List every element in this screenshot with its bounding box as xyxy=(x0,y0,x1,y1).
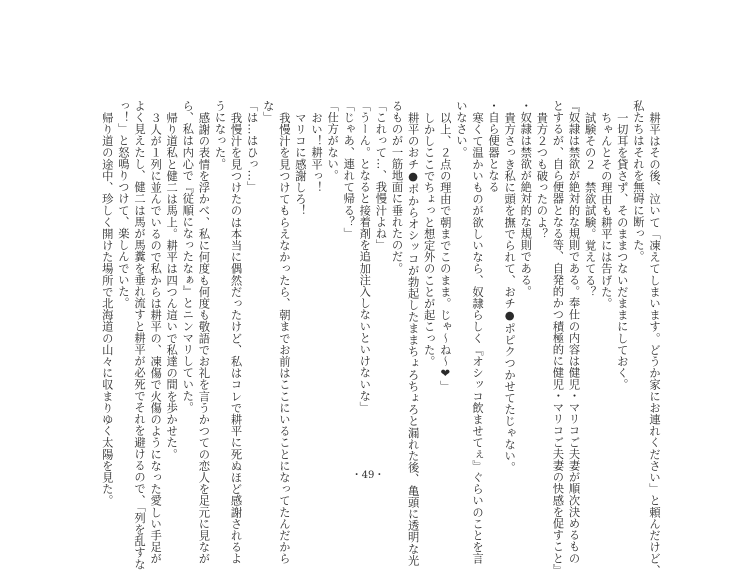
text-line: 耕平のおチ●ポからオシッコが勃起したままちょろちょろと漏れた後、亀頭に透明な光 xyxy=(406,111,420,566)
text-line: るものが一筋地面に垂れたのだ。 xyxy=(390,100,404,274)
text-line: いなさい。 xyxy=(454,100,468,158)
text-line: うになった。 xyxy=(213,100,227,170)
text-line: ら、私は内心で『従順になったなぁ』とニンマリしていた。 xyxy=(181,100,195,414)
text-line: 感謝の表情を浮かべ、私に何度も何度も敬語でお礼を言うかつての恋人を足元に見なが xyxy=(197,111,211,564)
text-line: とするが、自ら便器となる等、自発的かつ積極的に健児・マリコご夫妻の快感を促すこと』 xyxy=(551,100,565,576)
text-line: 試験その２ 禁欲試験。覚えてる？ xyxy=(583,111,597,298)
text-line: な」 xyxy=(261,100,275,124)
text-line: 我慢汁を見つけたのは本当に偶然だったけど、私はコレで耕平に死ぬほど感謝されるよ xyxy=(229,111,243,564)
text-line: 一切耳を貸さず、そのままつないだままにしておく。 xyxy=(615,111,629,390)
text-line: 以上、２点の理由で朝までこのまま。じゃ～ね～❤」 xyxy=(438,111,452,392)
page-number: ・49・ xyxy=(351,470,385,481)
text-line: 耕平はその後、泣いて「凍えてしまいます。どうか家にお連れください」と頼んだけど、 xyxy=(648,111,661,576)
text-line: ・奴隷は禁欲が絶対的な規則である。 xyxy=(519,100,533,298)
text-line: 寒くて温かいものが欲しいなら、奴隷らしく『オシッコ飲ませてぇ』ぐらいのことを言 xyxy=(470,111,484,564)
text-line: 帰り道の途中、珍しく開けた場所で北海道の山々に収まりゆく太陽を見た。 xyxy=(100,111,114,506)
text-line: 貴方さっき私に頭を撫でられて、おチ●ポピクつかせてたじゃない。 xyxy=(503,111,517,473)
text-line: 我慢汁を見つけてもらえなかったら、朝までお前はここにいることになってたんだから xyxy=(277,111,291,564)
text-line: 「仕方がない。 xyxy=(326,100,340,182)
text-line: おい！耕平っ！ xyxy=(310,111,324,193)
text-line: 「は…はひっ…」 xyxy=(245,100,259,193)
text-line: 貴方２つも破ったのよ？ xyxy=(535,111,549,240)
text-line: ちゃんとその理由も耕平には告げた。 xyxy=(599,111,613,309)
text-line: 「これって…、我慢汁よね」 xyxy=(374,100,388,251)
text-line: よく見えたし、健二は馬が馬糞を垂れ流すと耕平が必死でそれを避けるので、「列を乱すな xyxy=(133,100,146,570)
text-line: 帰り道私と健二は馬上。耕平は四つん這いで私達の間を歩かせた。 xyxy=(165,111,179,460)
text-line: 「うーん。となると接着剤を追加注入しないといけないな」 xyxy=(358,100,372,414)
text-line: マリコに感謝しろ！ xyxy=(293,111,307,216)
text-line: しかしここでちょっと想定外のことが起こった。 xyxy=(422,111,436,367)
text-line: ・自ら便器となる xyxy=(487,100,501,193)
text-line: 「じゃあ、連れて帰る？」 xyxy=(342,100,356,240)
text-line: っ！」と怒鳴りつけて、楽しんでいた。 xyxy=(116,100,130,309)
text-line: ３人が１列に並んでいるので私からは耕平の、凍傷で火傷のようになった愛しい手足が xyxy=(149,111,163,564)
text-line: 私たちはそれを無碍に断った。 xyxy=(631,100,645,263)
text-line: 『奴隷は禁欲が絶対的な規則である。奉仕の内容は健児・マリコご夫妻が順次決めるもの xyxy=(567,100,581,564)
